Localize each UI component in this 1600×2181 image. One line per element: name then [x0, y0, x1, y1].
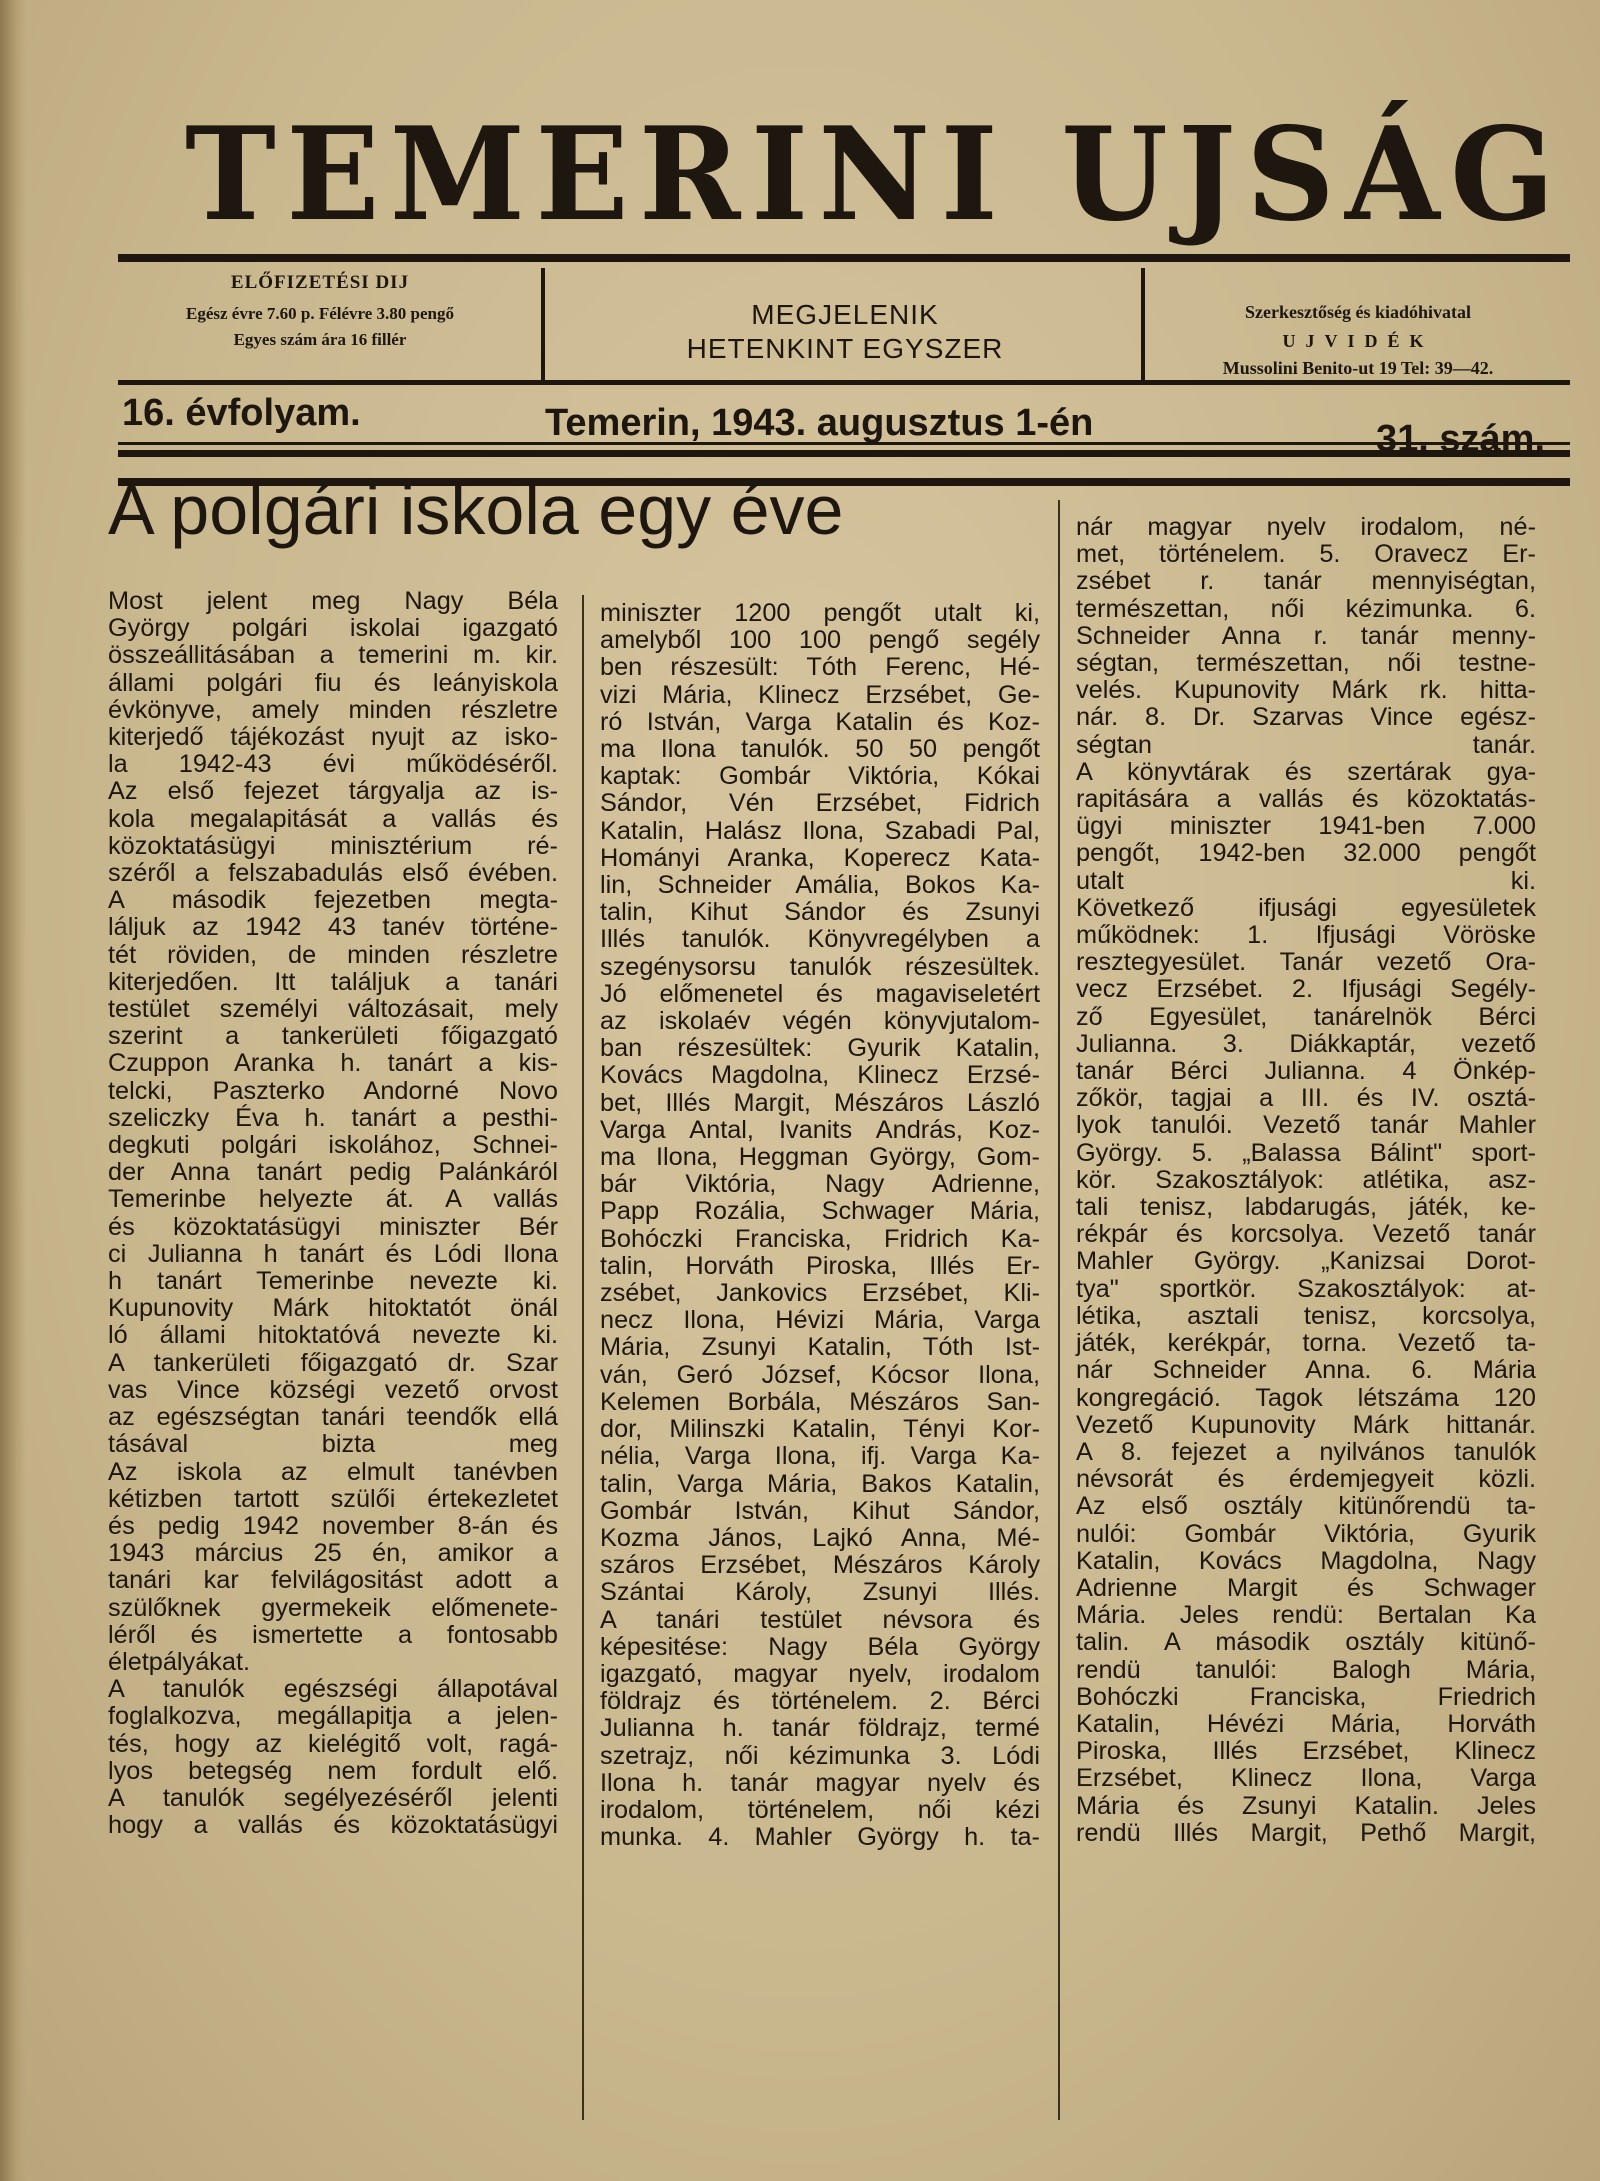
article-line: talin, Horváth Piroska, Illés Er- — [600, 1251, 1040, 1280]
article-line: pengőt, 1942-ben 32.000 pengőt — [1076, 839, 1536, 868]
article-line: lin, Schneider Amália, Bokos Ka- — [600, 871, 1040, 900]
article-headline: A polgári iskola egy éve — [108, 471, 844, 549]
article-line: met, történelem. 5. Oravecz Er- — [1076, 540, 1536, 569]
article-line: Piroska, Illés Erzsébet, Klinecz — [1076, 1737, 1536, 1766]
article-line: összeállitásában a temerini m. kir. — [108, 641, 558, 670]
article-line: kiterjedően. Itt találjuk a tanári — [108, 967, 558, 996]
article-line: szegénysorsu tanulók részesültek. — [600, 952, 1040, 981]
article-line: h tanárt Temerinbe nevezte ki. — [108, 1267, 558, 1296]
article-line: dor, Milinszki Katalin, Tényi Kor- — [600, 1415, 1040, 1444]
article-line: Szántai Károly, Zsunyi Illés. — [600, 1578, 1040, 1607]
article-line: földrajz és történelem. 2. Bérci — [600, 1687, 1040, 1716]
article-line: Mária és Zsunyi Katalin. Jeles — [1076, 1791, 1536, 1820]
article-line: testület személyi változásait, mely — [108, 995, 558, 1024]
article-line: Bohóczki Franciska, Fridrich Ka- — [600, 1224, 1040, 1253]
article-line: zsébet, Jankovics Erzsébet, Kli- — [600, 1279, 1040, 1308]
header-rule-top — [118, 254, 1570, 262]
article-line: tanári kar felvilágositást adott a — [108, 1566, 558, 1595]
article-line: Kelemen Borbála, Mészáros San- — [600, 1387, 1040, 1416]
article-line: zőkör, tagjai a III. és IV. osztá- — [1076, 1084, 1536, 1113]
article-line: A második fejezetben megta- — [108, 886, 558, 915]
article-line: kör. Szakosztályok: atlétika, asz- — [1076, 1165, 1536, 1194]
article-line: tét röviden, de minden részletre — [108, 940, 558, 969]
article-line: Varga Antal, Ivanits András, Koz- — [600, 1115, 1040, 1144]
article-line: ci Julianna h tanárt és Lódi Ilona — [108, 1239, 558, 1268]
article-line: láljuk az 1942 43 tanév történe- — [108, 913, 558, 942]
article-line: Kovács Magdolna, Klinecz Erzsé- — [600, 1061, 1040, 1090]
article-line: Bohóczki Franciska, Friedrich — [1076, 1682, 1536, 1711]
article-line: Erzsébet, Klinecz Ilona, Varga — [1076, 1764, 1536, 1793]
article-line: nár magyar nyelv irodalom, né- — [1076, 513, 1536, 541]
article-line: Most jelent meg Nagy Béla — [108, 587, 558, 615]
article-line: Az első osztály kitünőrendü ta- — [1076, 1492, 1536, 1521]
article-line: talin. A második osztály kitünő- — [1076, 1628, 1536, 1657]
article-line: tali tenisz, labdarugás, játék, ke- — [1076, 1193, 1536, 1222]
article-line: természettan, női kézimunka. 6. — [1076, 594, 1536, 623]
article-line: Julianna h. tanár földrajz, termé — [600, 1714, 1040, 1743]
article-line: velés. Kupunovity Márk rk. hitta- — [1076, 676, 1536, 705]
article-line: rapitására a vallás és közoktatás- — [1076, 785, 1536, 814]
article-line: képesitése: Nagy Béla György — [600, 1632, 1040, 1661]
article-line: szetrajz, női kézimunka 3. Lódi — [600, 1741, 1040, 1770]
office-heading: Szerkesztőség és kiadóhivatal — [1245, 302, 1471, 322]
volume-number: 16. évfolyam. — [122, 392, 361, 434]
article-line: Papp Rozália, Schwager Mária, — [600, 1197, 1040, 1226]
article-line: szülőknek gyermekeik előmenete- — [108, 1593, 558, 1622]
article-line: léről és ismertette a fontosabb — [108, 1620, 558, 1649]
article-line: ván, Geró József, Kócsor Ilona, — [600, 1360, 1040, 1389]
article-column-2 — [600, 600, 1040, 1851]
subscription-prices: Egész évre 7.60 p. Félévre 3.80 pengő — [185, 304, 454, 323]
article-line: Vezető Kupunovity Márk hittanár. — [1076, 1410, 1536, 1439]
article-line: kétizben tartott szülői értekezletet — [108, 1484, 558, 1513]
office-address: Mussolini Benito-ut 19 Tel: 39—42. — [1222, 358, 1494, 378]
article-line: és pedig 1942 november 8-án és — [108, 1511, 558, 1540]
article-line: György. 5. „Balassa Bálint" sport- — [1076, 1138, 1536, 1167]
article-line: vecz Erzsébet. 2. Ifjusági Segély- — [1076, 975, 1536, 1004]
article-line: talin, Varga Mária, Bakos Katalin, — [600, 1469, 1040, 1498]
article-line: tásával bizta meg — [108, 1430, 558, 1459]
article-line: degkuti polgári iskolához, Schnei- — [108, 1131, 558, 1160]
article-line: Következő ifjusági egyesületek — [1076, 893, 1536, 922]
article-line: évkönyve, amely minden részletre — [108, 695, 558, 724]
single-issue-price: Egyes szám ára 16 fillér — [233, 330, 407, 349]
article-line: Mária, Zsunyi Katalin, Tóth Ist- — [600, 1333, 1040, 1362]
column-divider-1 — [582, 595, 584, 2120]
article-line: játék, kerékpár, torna. Vezető ta- — [1076, 1329, 1536, 1358]
article-line: Katalin, Kovács Magdolna, Nagy — [1076, 1546, 1536, 1575]
article-line: Kupunovity Márk hitoktatót önál — [108, 1294, 558, 1323]
article-line: der Anna tanárt pedig Palánkáról — [108, 1158, 558, 1187]
article-line: Sándor, Vén Erzsébet, Fidrich — [600, 789, 1040, 818]
article-line: irodalom, történelem, női kézi — [600, 1795, 1040, 1824]
article-line: és közoktatásügyi miniszter Bér — [108, 1212, 558, 1241]
article-line: 1943 március 25 én, amikor a — [108, 1539, 558, 1568]
article-line: vas Vince községi vezető orvost — [108, 1375, 558, 1404]
article-line: Kozma János, Lajkó Anna, Mé- — [600, 1523, 1040, 1552]
article-line: kaptak: Gombár Viktória, Kókai — [600, 762, 1040, 791]
article-line: lyos betegség nem fordult elő. — [108, 1756, 558, 1785]
article-line: Ilona h. tanár magyar nyelv és — [600, 1768, 1040, 1797]
issue-number: 31. szám. — [1376, 418, 1545, 460]
article-line: szeliczky Éva h. tanárt a pesthi- — [108, 1103, 558, 1132]
subscription-heading: ELŐFIZETÉSI DIJ — [230, 272, 410, 293]
publication-line-2: HETENKINT EGYSZER — [686, 333, 1004, 364]
office-city: UJVIDÉK — [1282, 331, 1434, 351]
article-line: A tankerületi főigazgató dr. Szar — [108, 1348, 558, 1377]
article-line: Az első fejezet tárgyalja az is- — [108, 777, 558, 806]
subscription-box — [110, 272, 530, 350]
article-column-1 — [108, 588, 558, 1839]
article-line: lyok tanulói. Vezető tanár Mahler — [1076, 1111, 1536, 1140]
article-line: rékpár és korcsolya. Vezető tanár — [1076, 1220, 1536, 1249]
article-line: A tanulók egészségi állapotával — [108, 1675, 558, 1704]
article-column-3 — [1076, 514, 1536, 1847]
article-line: ző Egyesület, tanárelnök Bérci — [1076, 1002, 1536, 1031]
article-line: közoktatásügyi minisztérium ré- — [108, 831, 558, 860]
article-line: ma Ilona, Heggman György, Gom- — [600, 1143, 1040, 1172]
header-divider-right — [1141, 268, 1145, 380]
article-line: állami polgári fiu és leányiskola — [108, 668, 558, 697]
column-divider-2 — [1058, 500, 1060, 2120]
article-line: Mária. Jeles rendü: Bertalan Ka — [1076, 1601, 1536, 1630]
header-divider-left — [541, 268, 545, 380]
article-line: Temerinbe helyezte át. A vallás — [108, 1185, 558, 1214]
article-line: száros Erzsébet, Mészáros Károly — [600, 1551, 1040, 1580]
article-line: tanár Bérci Julianna. 4 Önkép- — [1076, 1057, 1536, 1086]
issue-date: Temerin, 1943. augusztus 1-én — [545, 402, 1094, 444]
article-line: tés, hogy az kielégitő volt, ragá- — [108, 1729, 558, 1758]
article-line: működnek: 1. Ifjusági Vöröske — [1076, 921, 1536, 950]
article-line: miniszter 1200 pengőt utalt ki, — [600, 599, 1040, 627]
article-line: Illés tanulók. Könyvregélyben a — [600, 925, 1040, 954]
header-rule-middle — [118, 380, 1570, 385]
article-line: talin, Kihut Sándor és Zsunyi — [600, 898, 1040, 927]
article-line: zsébet r. tanár mennyiségtan, — [1076, 567, 1536, 596]
article-line: életpályákat. — [108, 1647, 251, 1676]
article-line: Hományi Aranka, Koperecz Kata- — [600, 843, 1040, 872]
masthead-title: TEMERINI UJSÁG — [185, 100, 1565, 250]
article-line: kola megalapitását a vallás és — [108, 804, 558, 833]
article-line: az egészségtan tanári teendők ellá — [108, 1403, 558, 1432]
article-line: amelyből 100 100 pengő segély — [600, 626, 1040, 655]
article-line: tya" sportkör. Szakosztályok: at- — [1076, 1274, 1536, 1303]
article-line: rendü Illés Margit, Pethő Margit, — [1076, 1818, 1536, 1847]
article-line: vizi Mária, Klinecz Erzsébet, Ge- — [600, 680, 1040, 709]
article-line: Jó előmenetel és magaviseletért — [600, 979, 1040, 1008]
article-line: az iskolaév végén könyvjutalom- — [600, 1007, 1040, 1036]
article-line: Adrienne Margit és Schwager — [1076, 1573, 1536, 1602]
article-line: névsorát és érdemjegyeit közli. — [1076, 1465, 1536, 1494]
article-line: A tanári testület névsora és — [600, 1605, 1040, 1634]
article-line: foglalkozva, megállapitja a jelen- — [108, 1702, 558, 1731]
article-line: Julianna. 3. Diákkaptár, vezető — [1076, 1029, 1536, 1058]
article-line: szerint a tankerületi főigazgató — [108, 1022, 558, 1051]
article-line: létika, asztali tenisz, korcsolya, — [1076, 1301, 1536, 1330]
article-line: rendü tanulói: Balogh Mária, — [1076, 1655, 1536, 1684]
header-rule-bottom-2 — [118, 450, 1570, 457]
publication-line-1: MEGJELENIK — [751, 299, 939, 330]
article-line: nulói: Gombár Viktória, Gyurik — [1076, 1519, 1536, 1548]
article-line: bár Viktória, Nagy Adrienne, — [600, 1170, 1040, 1199]
article-line: utalt ki. — [1076, 866, 1536, 895]
article-line: Katalin, Halász Ilona, Szabadi Pal, — [600, 816, 1040, 845]
article-line: Mahler György. „Kanizsai Dorot- — [1076, 1247, 1536, 1276]
article-line: Az iskola az elmult tanévben — [108, 1457, 558, 1486]
article-line: resztegyesület. Tanár vezető Ora- — [1076, 948, 1536, 977]
article-line: széről a felszabadulás első évében. — [108, 859, 558, 888]
article-line: Czuppon Aranka h. tanárt a kis- — [108, 1049, 558, 1078]
article-line: ügyi miniszter 1941-ben 7.000 — [1076, 812, 1536, 841]
article-line: Katalin, Hévézi Mária, Horváth — [1076, 1709, 1536, 1738]
article-line: ben részesült: Tóth Ferenc, Hé- — [600, 653, 1040, 682]
article-line: A tanulók segélyezéséről jelenti — [108, 1783, 558, 1812]
publication-frequency-box — [560, 298, 1130, 366]
article-line: nélia, Varga Ilona, ifj. Varga Ka- — [600, 1442, 1040, 1471]
article-line: Schneider Anna r. tanár menny- — [1076, 621, 1536, 650]
article-line: ló állami hitoktatóvá nevezte ki. — [108, 1321, 558, 1350]
article-line: ma Ilona tanulók. 50 50 pengőt — [600, 735, 1040, 764]
article-line: ségtan tanár. — [1076, 730, 1536, 759]
editorial-office-box — [1158, 302, 1558, 379]
article-line: nár. 8. Dr. Szarvas Vince egész- — [1076, 703, 1536, 732]
article-line: telcki, Paszterko Andorné Novo — [108, 1076, 558, 1105]
article-line: Gombár István, Kihut Sándor, — [600, 1496, 1040, 1525]
article-line: ségtan, természettan, női testne- — [1076, 649, 1536, 678]
article-line: bet, Illés Margit, Mészáros László — [600, 1088, 1040, 1117]
article-line: ró István, Varga Katalin és Koz- — [600, 707, 1040, 736]
article-line: nár Schneider Anna. 6. Mária — [1076, 1356, 1536, 1385]
article-line: ban részesültek: Gyurik Katalin, — [600, 1034, 1040, 1063]
article-line: la 1942-43 évi működéséről. — [108, 750, 558, 779]
article-line: igazgató, magyar nyelv, irodalom — [600, 1659, 1040, 1688]
article-line: György polgári iskolai igazgató — [108, 614, 558, 643]
article-line: A 8. fejezet a nyilvános tanulók — [1076, 1437, 1536, 1466]
article-line: necz Ilona, Hévizi Mária, Varga — [600, 1306, 1040, 1335]
article-line: munka. 4. Mahler György h. ta- — [600, 1823, 1040, 1852]
article-line: kongregáció. Tagok létszáma 120 — [1076, 1383, 1536, 1412]
article-line: A könyvtárak és szertárak gya- — [1076, 757, 1536, 786]
page-edge-shadow — [0, 0, 26, 2181]
article-line: hogy a vallás és közoktatásügyi — [108, 1811, 558, 1840]
article-line: kiterjedő tájékozást nyujt az isko- — [108, 723, 558, 752]
